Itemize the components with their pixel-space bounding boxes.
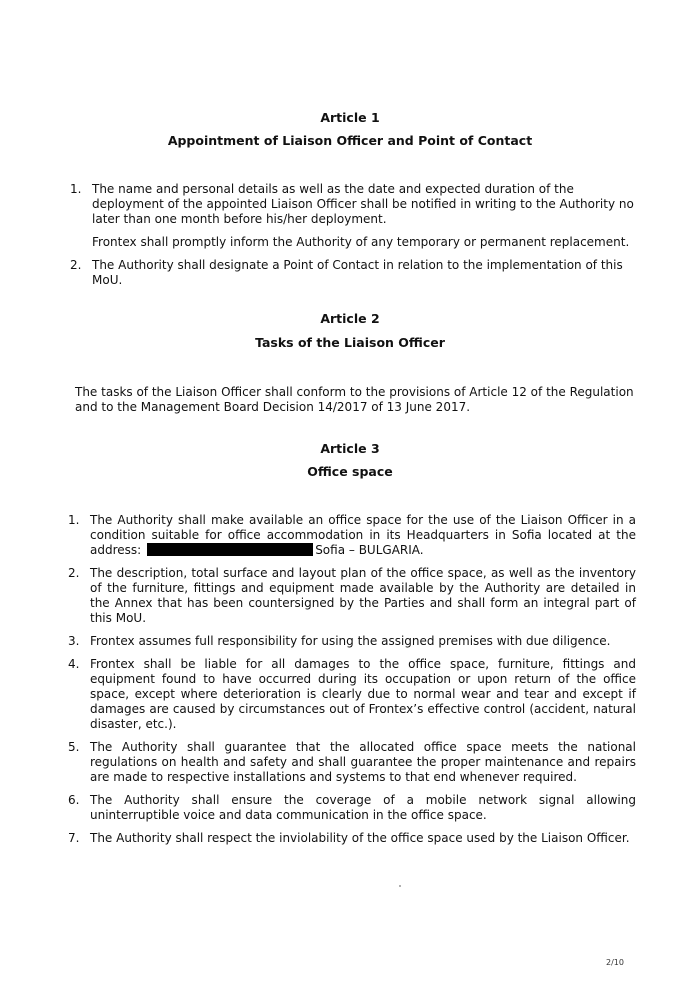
item-text: Frontex assumes full responsibility for using the assigned premises with due diligence. [90, 634, 611, 648]
redaction-bar [147, 543, 313, 556]
article-1-list [70, 182, 640, 288]
item-text: The description, total surface and layout plan of the office space, as well as the inventory of the furniture, fittings and equipment made available by the Authority are detailed in the Annex that has been countersigned by the Parties and shall form an integral part of this MoU. [90, 566, 636, 625]
article-3-heading: Article 3 [320, 441, 380, 456]
article-2-subtitle: Tasks of the Liaison Officer [255, 335, 445, 350]
list-item [70, 182, 640, 227]
article-2-text: The tasks of the Liaison Officer shall conform to the provisions of Article 12 of the Regulation and to the Management Board Decision 14/2017 of 13 June 2017. [75, 385, 634, 414]
list-item [68, 831, 636, 846]
article-1-heading: Article 1 [320, 110, 380, 125]
scan-speck [399, 885, 401, 887]
article-3-list [68, 513, 636, 846]
list-item [68, 740, 636, 785]
item-text: The Authority shall designate a Point of Contact in relation to the implementation of this MoU. [92, 258, 623, 287]
item-number: 6. [68, 793, 80, 807]
item-text: Frontex shall promptly inform the Authority of any temporary or permanent replacement. [92, 235, 630, 249]
item-number: 1. [70, 182, 82, 196]
item-number: 3. [68, 634, 80, 648]
article-2-heading: Article 2 [320, 311, 380, 326]
item-text: Frontex shall be liable for all damages to the office space, furniture, fittings and equipment found to have occurred during its occupation or upon return of the office space, except where deterioration is clearly due to normal wear and tear and except if damages are caused by circumstances out of Frontex’s effective control (accident, natural disaster, etc.). [90, 657, 636, 731]
list-item [68, 566, 636, 626]
list-item [68, 793, 636, 823]
page-number: 2/10 [606, 958, 624, 967]
item-text: The Authority shall ensure the coverage of a mobile network signal allowing uninterruptible voice and data communication in the office space. [90, 793, 636, 822]
list-item [68, 513, 636, 558]
item-text: The name and personal details as well as the date and expected duration of the deployment of the appointed Liaison Officer shall be notified in writing to the Authority no later than one month before his/her deployment. [92, 182, 634, 226]
item-number: 4. [68, 657, 80, 671]
article-1-subtitle: Appointment of Liaison Officer and Point of Contact [167, 133, 533, 148]
item-text: The Authority shall make available an office space for the use of the Liaison Officer in a condition suitable for office accommodation in its Headquarters in Sofia located at the address: [90, 513, 636, 557]
item-number: 2. [70, 258, 82, 272]
item-number: 1. [68, 513, 80, 527]
item-number: 7. [68, 831, 80, 845]
list-item [68, 634, 636, 649]
article-3-subtitle: Office space [307, 464, 393, 479]
item-text: The Authority shall respect the inviolability of the office space used by the Liaison Officer. [90, 831, 630, 845]
item-text-after-redaction: Sofia – BULGARIA. [315, 543, 424, 557]
list-item [70, 258, 640, 288]
item-number: 2. [68, 566, 80, 580]
list-item [70, 235, 640, 250]
item-number: 5. [68, 740, 80, 754]
list-item [68, 657, 636, 732]
item-text: The Authority shall guarantee that the allocated office space meets the national regulations on health and safety and shall guarantee the proper maintenance and repairs are made to respective installations and systems to that end whenever required. [90, 740, 636, 784]
